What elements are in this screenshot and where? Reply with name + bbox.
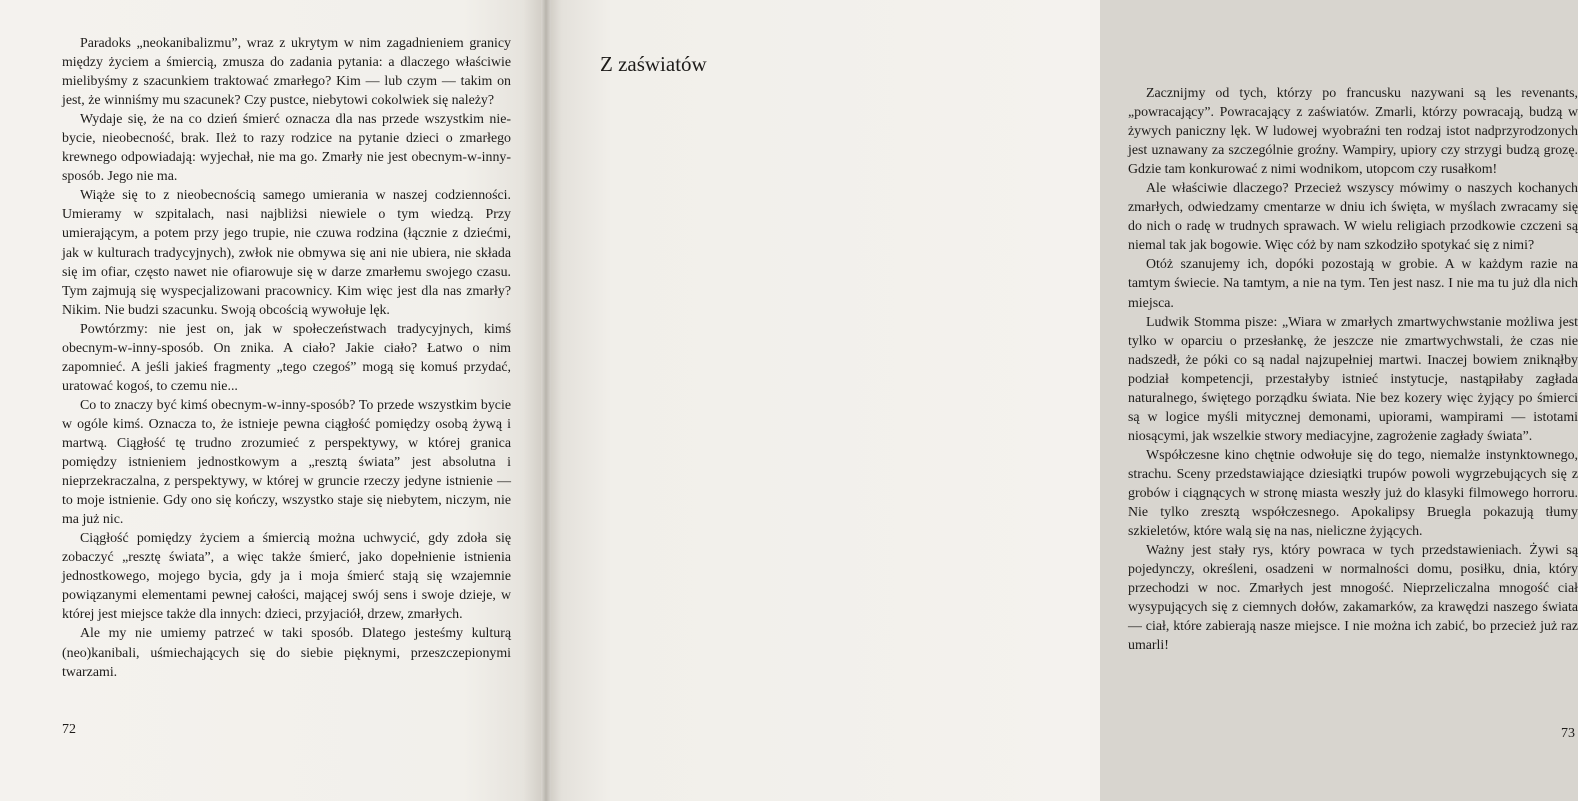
paragraph: Wydaje się, że na co dzień śmierć oznacza dla nas przede wszystkim nie-bycie, nieobecność, brak. Ileż to razy rodzice na pytanie dzieci o zmarłego krewnego odpowiadają: wyjechał, nie ma go. Zmarły nie jest obecnym-w-inny-sposób. Jego nie ma. <box>62 112 511 185</box>
paragraph: Ciągłość pomiędzy życiem a śmiercią można uchwycić, gdy zdoła się zobaczyć „resztę świata”, a więc także śmierć, jako dopełnienie istnienia jednostkowego, mojego bycia, gdy ja i moja śmierć stają się wzajemnie powiązanymi elementami pewnej całości, mającej swój sens i swoje dzieje, w której jest miejsce także dla innych: dzieci, przyjaciół, drzew, zmarłych. <box>62 531 511 623</box>
page-number: 72 <box>62 722 76 737</box>
paragraph: Powtórzmy: nie jest on, jak w społeczeństwach tradycyjnych, kimś obecnym-w-inny-sposób. On znika. A ciało? Jakie ciało? Łatwo o nim zapomnieć. A jeśli jakieś fragmenty „tego czegoś” mogą się komuś przydać, uratować kogoś, to czemu nie... <box>62 321 511 394</box>
right-page-text <box>1128 84 1578 655</box>
paragraph: Zacznijmy od tych, którzy po francusku nazywani są les revenants, „powracający”. Powracający z zaświatów. Zmarli, którzy powracają, budzą w żywych paniczny lęk. W ludowej wyobraźni ten rodzaj istot nadprzyrodzonych jest uznawany za szczególnie groźny. Wampiry, upiory czy strzygi budzą grozę. Gdzie tam konkurować z nimi wodnikom, utopcom czy rusałkom! <box>1128 86 1578 178</box>
paragraph: Ważny jest stały rys, który powraca w tych przedstawieniach. Żywi są pojedynczy, określeni, osadzeni w normalności domu, posiłku, dnia, który przechodzi w noc. Zmarłych jest mnogość. Nieprzeliczalna mnogość ciał wysypujących się z ciemnych dołów, zakamarków, za krawędzi naszego świata — ciał, które zabierają nasze miejsce. I nie można ich zabić, bo przecież już raz umarli! <box>1128 543 1578 654</box>
paragraph: Ludwik Stomma pisze: „Wiara w zmarłych zmartwychwstanie możliwa jest tylko w oparciu o przesłankę, że jeszcze nie zmartwychwstali, że czas nie nadszedł, że póki co są nadal najzupełniej martwi. Inaczej bowiem zniknąłby podział kompetencji, przestałyby istnieć instytucje, nastąpiłaby zagłada naturalnego, świętego porządku świata. Nie bez kozery więc żyjący po śmierci są w logice myśli mitycznej demonami, upiorami, wampirami — istotami niosącymi, jak wszelkie stwory mediacyjne, zagrożenie zagłady świata”. <box>1128 314 1578 444</box>
paragraph: Ale właściwie dlaczego? Przecież wszyscy mówimy o naszych kochanych zmarłych, odwiedzamy cmentarze w dniu ich święta, w myślach zwracamy się do nich o radę w trudnych sprawach. W wielu religiach przodkowie czczeni są niemal tak jak bogowie. Więc cóż by nam szkodziło spotykać się z nimi? <box>1128 181 1578 254</box>
paragraph: Paradoks „neokanibalizmu”, wraz z ukrytym w nim zagadnieniem granicy między życiem a śmiercią, zmusza do zadania pytania: a dlaczego właściwie mielibyśmy z szacunkiem traktować zmarłego? Kim — lub czym — takim on jest, że winniśmy mu szacunek? Czy pustce, niebytowi cokolwiek się należy? <box>62 36 511 109</box>
right-page <box>545 0 1578 801</box>
book-gutter <box>541 0 551 801</box>
paragraph: Współczesne kino chętnie odwołuje się do tego, niemalże instynktownego, strachu. Sceny przedstawiające dziesiątki trupów powoli wygrzebujących się z grobów i ciągnących w stronę miasta weszły już do klasyki filmowego horroru. Nie tylko zresztą współczesnego. Apokalipsy Bruegla pokazują tłumy szkieletów, które walą się na nas, nieliczne żyjących. <box>1128 447 1578 540</box>
paragraph: Otóż szanujemy ich, dopóki pozostają w grobie. A w każdym razie na tamtym świecie. Na tamtym, a nie na tym. Ten jest nasz. I nie ma tu już dla nich miejsca. <box>1128 257 1578 311</box>
page-number: 73 <box>1561 726 1575 741</box>
paragraph: Ale my nie umiemy patrzeć w taki sposób. Dlatego jesteśmy kulturą (neo)kanibali, uśmiechających się do siebie pięknymi, przeszczepionymi twarzami. <box>62 626 511 680</box>
paragraph: Co to znaczy być kimś obecnym-w-inny-sposób? To przede wszystkim bycie w ogóle kimś. Oznacza to, że istnieje pewna ciągłość pomiędzy osobą żywą i martwą. Ciągłość tę trudno zrozumieć z perspektywy, w której granica pomiędzy istnieniem jednostkowym a „resztą świata” jest absolutna i nieprzekraczalna, z perspektywy, w której w gruncie rzeczy jedyne istnienie — to moje istnienie. Gdy ono się kończy, wszystko staje się niebytem, niczym, nie ma już nic. <box>62 397 511 528</box>
paragraph: Wiąże się to z nieobecnością samego umierania w naszej codzienności. Umieramy w szpitalach, nasi najbliżsi niewiele o tym wiedzą. Przy umierającym, a potem przy jego trupie, nie czuwa rodzina (łącznie z dziećmi, jak w kulturach tradycyjnych), zwłok nie obmywa się ani nie ubiera, nie składa się im ofiar, często nawet nie ofiarowuje się w darze zmarłemu swojego czasu. Tym zajmują się wyspecjalizowani pracownicy. Kim więc jest dla nas zmarły? Nikim. Nie budzi szacunku. Swoją obcością wywołuje lęk. <box>62 188 511 318</box>
chapter-heading: Z zaświatów <box>600 52 707 76</box>
left-page <box>0 0 545 801</box>
left-page-text <box>62 34 511 682</box>
